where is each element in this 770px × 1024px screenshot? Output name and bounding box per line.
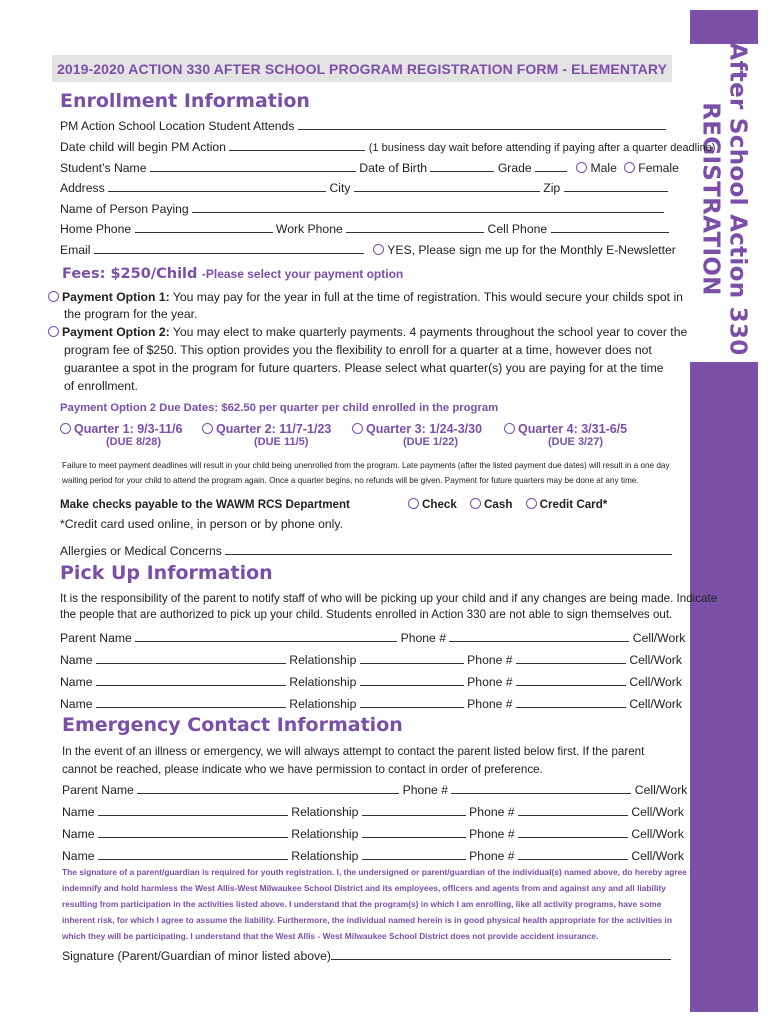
legal-line-4: inherent risk, for which I agree to assume the liability. Furthermore, the individual named herein is in good physical health appropriate for the activities in xyxy=(62,915,672,925)
fees-heading: Fees: $250/Child xyxy=(62,266,198,282)
emergency-paragraph xyxy=(62,743,644,779)
form-title: 2019-2020 ACTION 330 AFTER SCHOOL PROGRAM REGISTRATION FORM - ELEMENTARY xyxy=(52,55,672,82)
option2-text-2: program fee of $250. This option provides you the flexibility to enroll for a quarter at a time, however does not xyxy=(64,343,652,357)
quarter4-due: (DUE 3/27) xyxy=(548,436,604,448)
due-dates-heading: Payment Option 2 Due Dates: $62.50 per quarter per child enrolled in the program xyxy=(60,402,499,414)
emergency-relationship-label: Relationship xyxy=(291,827,359,841)
emergency-para-line2: cannot be reached, please indicate who we have permission to contact in order of preference. xyxy=(62,763,543,776)
emergency-name-field[interactable] xyxy=(98,804,288,816)
side-title-line1: After School Action 330 xyxy=(725,42,752,356)
emergency-heading: Emergency Contact Information xyxy=(62,714,403,736)
payer-row xyxy=(60,201,664,217)
pickup-heading: Pick Up Information xyxy=(60,562,273,584)
quarter1-due: (DUE 8/28) xyxy=(106,436,162,448)
enrollment-heading: Enrollment Information xyxy=(60,90,310,112)
emergency-relationship-field[interactable] xyxy=(362,848,466,860)
option2-radio[interactable] xyxy=(48,326,59,337)
late-payment-warning xyxy=(62,458,670,488)
student-name-field[interactable] xyxy=(150,160,356,172)
credit-radio[interactable] xyxy=(526,498,537,509)
phones-row xyxy=(60,221,669,237)
option1-radio[interactable] xyxy=(48,291,59,302)
side-title xyxy=(690,42,758,356)
student-row xyxy=(60,160,679,176)
pickup-cellwork: Cell/Work xyxy=(629,675,682,689)
quarter4-label: Quarter 4: 3/31-6/5 xyxy=(518,422,628,436)
emergency-phone-field[interactable] xyxy=(518,826,628,838)
quarter2-due: (DUE 11/5) xyxy=(254,436,309,448)
male-label: Male xyxy=(590,161,617,175)
emergency-relationship-field[interactable] xyxy=(362,826,466,838)
emergency-phone-label: Phone # xyxy=(469,849,515,863)
pickup-relationship-label: Relationship xyxy=(289,675,357,689)
emergency-parent-phone-field[interactable] xyxy=(451,782,631,794)
pickup-parent-field[interactable] xyxy=(135,630,397,642)
credit-card-note: *Credit card used online, in person or by phone only. xyxy=(60,517,343,531)
location-label: PM Action School Location Student Attends xyxy=(60,119,295,133)
side-accent-bar xyxy=(690,362,758,1012)
fees-subheading: -Please select your payment option xyxy=(201,267,404,281)
cash-label: Cash xyxy=(484,498,513,511)
pickup-phone-label: Phone # xyxy=(467,675,513,689)
pickup-row xyxy=(60,652,682,668)
address-row xyxy=(60,180,668,196)
emergency-row xyxy=(62,826,684,842)
emergency-parent-row xyxy=(62,782,687,798)
option2-text-4: of enrollment. xyxy=(64,379,138,393)
dob-field[interactable] xyxy=(430,160,494,172)
quarter3-due: (DUE 1/22) xyxy=(403,436,459,448)
dob-label: Date of Birth xyxy=(359,161,428,175)
credit-label: Credit Card* xyxy=(539,498,608,511)
check-radio[interactable] xyxy=(408,498,419,509)
pickup-relationship-field[interactable] xyxy=(360,696,464,708)
date-label: Date child will begin PM Action xyxy=(60,140,226,154)
location-field[interactable] xyxy=(298,118,666,130)
zip-field[interactable] xyxy=(564,180,668,192)
quarter1-label: Quarter 1: 9/3-11/6 xyxy=(74,422,183,436)
male-radio[interactable] xyxy=(576,162,587,173)
pickup-phone-field[interactable] xyxy=(516,674,626,686)
payment-method-row xyxy=(408,498,607,511)
pickup-name-field[interactable] xyxy=(96,696,286,708)
payer-label: Name of Person Paying xyxy=(60,202,189,216)
pickup-phone-label: Phone # xyxy=(467,697,513,711)
quarter2-radio[interactable] xyxy=(202,423,213,434)
student-name-label: Student’s Name xyxy=(60,161,147,175)
pickup-parent-phone-label: Phone # xyxy=(400,631,446,645)
zip-label: Zip xyxy=(543,181,561,195)
pickup-phone-field[interactable] xyxy=(516,652,626,664)
legal-line-1: The signature of a parent/guardian is required for youth registration. I, the undersigned or parent/guardian of the individual(s) named above, do hereby agree to xyxy=(62,867,698,877)
emergency-phone-label: Phone # xyxy=(469,827,515,841)
home-phone-field[interactable] xyxy=(135,221,273,233)
emergency-name-field[interactable] xyxy=(98,826,288,838)
option1-label: Payment Option 1: xyxy=(62,290,170,304)
pickup-name-field[interactable] xyxy=(96,652,286,664)
cash-radio[interactable] xyxy=(470,498,481,509)
emergency-name-label: Name xyxy=(62,849,95,863)
option2-label: Payment Option 2: xyxy=(62,325,170,339)
legal-line-2: indemnify and hold harmless the West Allis-West Milwaukee School District and its employees, officers and agents from and against any and all liability xyxy=(62,883,666,893)
signature-row xyxy=(62,948,671,964)
emergency-row xyxy=(62,804,684,820)
check-label: Check xyxy=(422,498,457,511)
emergency-cellwork: Cell/Work xyxy=(631,805,684,819)
pickup-relationship-label: Relationship xyxy=(289,653,357,667)
quarter3-label: Quarter 3: 1/24-3/30 xyxy=(366,422,483,436)
allergies-field[interactable] xyxy=(225,543,672,555)
emergency-phone-field[interactable] xyxy=(518,848,628,860)
pickup-parent-phone-field[interactable] xyxy=(449,630,629,642)
emergency-parent-cellwork: Cell/Work xyxy=(634,783,688,797)
top-accent-bar xyxy=(690,10,758,44)
work-phone-label: Work Phone xyxy=(275,222,343,236)
emergency-para-line1: In the event of an illness or emergency, we will always attempt to contact the parent listed below first. If the parent xyxy=(62,745,645,758)
pickup-name-label: Name xyxy=(60,653,93,667)
pickup-row xyxy=(60,696,682,712)
quarter4-radio[interactable] xyxy=(504,423,515,434)
pickup-parent-row xyxy=(60,630,685,646)
pickup-row xyxy=(60,674,682,690)
email-label: Email xyxy=(60,243,91,257)
signature-label: Signature (Parent/Guardian of minor listed above) xyxy=(62,949,331,963)
newsletter-radio[interactable] xyxy=(373,244,384,255)
pickup-phone-label: Phone # xyxy=(467,653,513,667)
emergency-relationship-label: Relationship xyxy=(291,805,359,819)
location-row xyxy=(60,118,666,134)
allergies-label: Allergies or Medical Concerns xyxy=(60,544,222,558)
grade-field[interactable] xyxy=(535,160,567,172)
female-radio[interactable] xyxy=(624,162,635,173)
pickup-relationship-field[interactable] xyxy=(360,652,464,664)
emergency-phone-field[interactable] xyxy=(518,804,628,816)
city-field[interactable] xyxy=(354,180,540,192)
emergency-phone-label: Phone # xyxy=(469,805,515,819)
pickup-para-line1: It is the responsibility of the parent to notify staff of who will be picking up your child and if any changes are being made. Indicate xyxy=(60,592,718,605)
pickup-cellwork: Cell/Work xyxy=(629,697,682,711)
emergency-parent-field[interactable] xyxy=(137,782,399,794)
payment-option-2 xyxy=(48,324,687,340)
city-label: City xyxy=(329,181,351,195)
pickup-para-line2: the people that are authorized to pick up your child. Students enrolled in Action 330 are not able to sign themselves out. xyxy=(60,608,673,621)
legal-line-5: which they will be participating. I understand that the West Allis - West Milwaukee School District does not provide accident insurance. xyxy=(62,931,599,941)
signature-field[interactable] xyxy=(331,948,671,960)
email-field[interactable] xyxy=(94,242,364,254)
legal-waiver xyxy=(62,864,697,944)
quarter1-radio[interactable] xyxy=(60,423,71,434)
payment-option-1 xyxy=(48,289,683,305)
legal-line-3: resulting from participation in the activities listed above. I understand that the program(s) in which I am enrolling, like all activity programs, have some xyxy=(62,899,662,909)
date-note: (1 business day wait before attending if paying after a quarter deadline) xyxy=(368,142,716,154)
grade-label: Grade xyxy=(497,161,532,175)
warning-line-2: waiting period for your child to attend the program again. Once a quarter begins, no refunds will be given. Payment for future quarters may be done at any time. xyxy=(62,476,639,485)
pickup-relationship-label: Relationship xyxy=(289,697,357,711)
option1-text: You may pay for the year in full at the time of registration. This would secure your childs spot in xyxy=(169,290,683,304)
emergency-parent-phone-label: Phone # xyxy=(402,783,448,797)
side-title-line2: REGISTRATION xyxy=(698,102,725,296)
pickup-cellwork: Cell/Work xyxy=(629,653,682,667)
quarter2-label: Quarter 2: 11/7-1/23 xyxy=(216,422,332,436)
pickup-name-label: Name xyxy=(60,675,93,689)
newsletter-label: YES, Please sign me up for the Monthly E-Newsletter xyxy=(387,243,676,257)
email-row xyxy=(60,242,676,258)
female-label: Female xyxy=(638,161,679,175)
allergies-row xyxy=(60,543,672,559)
cell-phone-field[interactable] xyxy=(551,221,669,233)
emergency-cellwork: Cell/Work xyxy=(631,827,684,841)
pickup-name-field[interactable] xyxy=(96,674,286,686)
address-label: Address xyxy=(60,181,105,195)
pickup-relationship-field[interactable] xyxy=(360,674,464,686)
checks-payable: Make checks payable to the WAWM RCS Department xyxy=(60,498,350,511)
pickup-name-label: Name xyxy=(60,697,93,711)
payer-field[interactable] xyxy=(192,201,664,213)
option2-text-3: guarantee a spot in the program for future quarters. Please select what quarter(s) you are paying for at the time xyxy=(64,361,664,375)
fees-heading-row xyxy=(62,265,403,283)
cell-phone-label: Cell Phone xyxy=(487,222,548,236)
pickup-parent-label: Parent Name xyxy=(60,631,132,645)
option2-text: You may elect to make quarterly payments. 4 payments throughout the school year to cover the xyxy=(169,325,688,339)
emergency-cellwork: Cell/Work xyxy=(631,849,684,863)
quarter3-radio[interactable] xyxy=(352,423,363,434)
address-field[interactable] xyxy=(108,180,326,192)
warning-line-1: Failure to meet payment deadlines will result in your child being unenrolled from the program. Late payments (after the listed payment due dates) will result in a one day xyxy=(62,461,670,470)
emergency-relationship-label: Relationship xyxy=(291,849,359,863)
emergency-row xyxy=(62,848,684,864)
emergency-parent-label: Parent Name xyxy=(62,783,134,797)
option1-text-2: the program for the year. xyxy=(64,307,198,321)
emergency-relationship-field[interactable] xyxy=(362,804,466,816)
start-date-field[interactable] xyxy=(229,139,365,151)
work-phone-field[interactable] xyxy=(346,221,484,233)
pickup-phone-field[interactable] xyxy=(516,696,626,708)
pickup-paragraph xyxy=(60,591,717,623)
pickup-parent-cellwork: Cell/Work xyxy=(632,631,686,645)
emergency-name-label: Name xyxy=(62,827,95,841)
home-phone-label: Home Phone xyxy=(60,222,132,236)
date-row xyxy=(60,139,715,156)
emergency-name-field[interactable] xyxy=(98,848,288,860)
emergency-name-label: Name xyxy=(62,805,95,819)
